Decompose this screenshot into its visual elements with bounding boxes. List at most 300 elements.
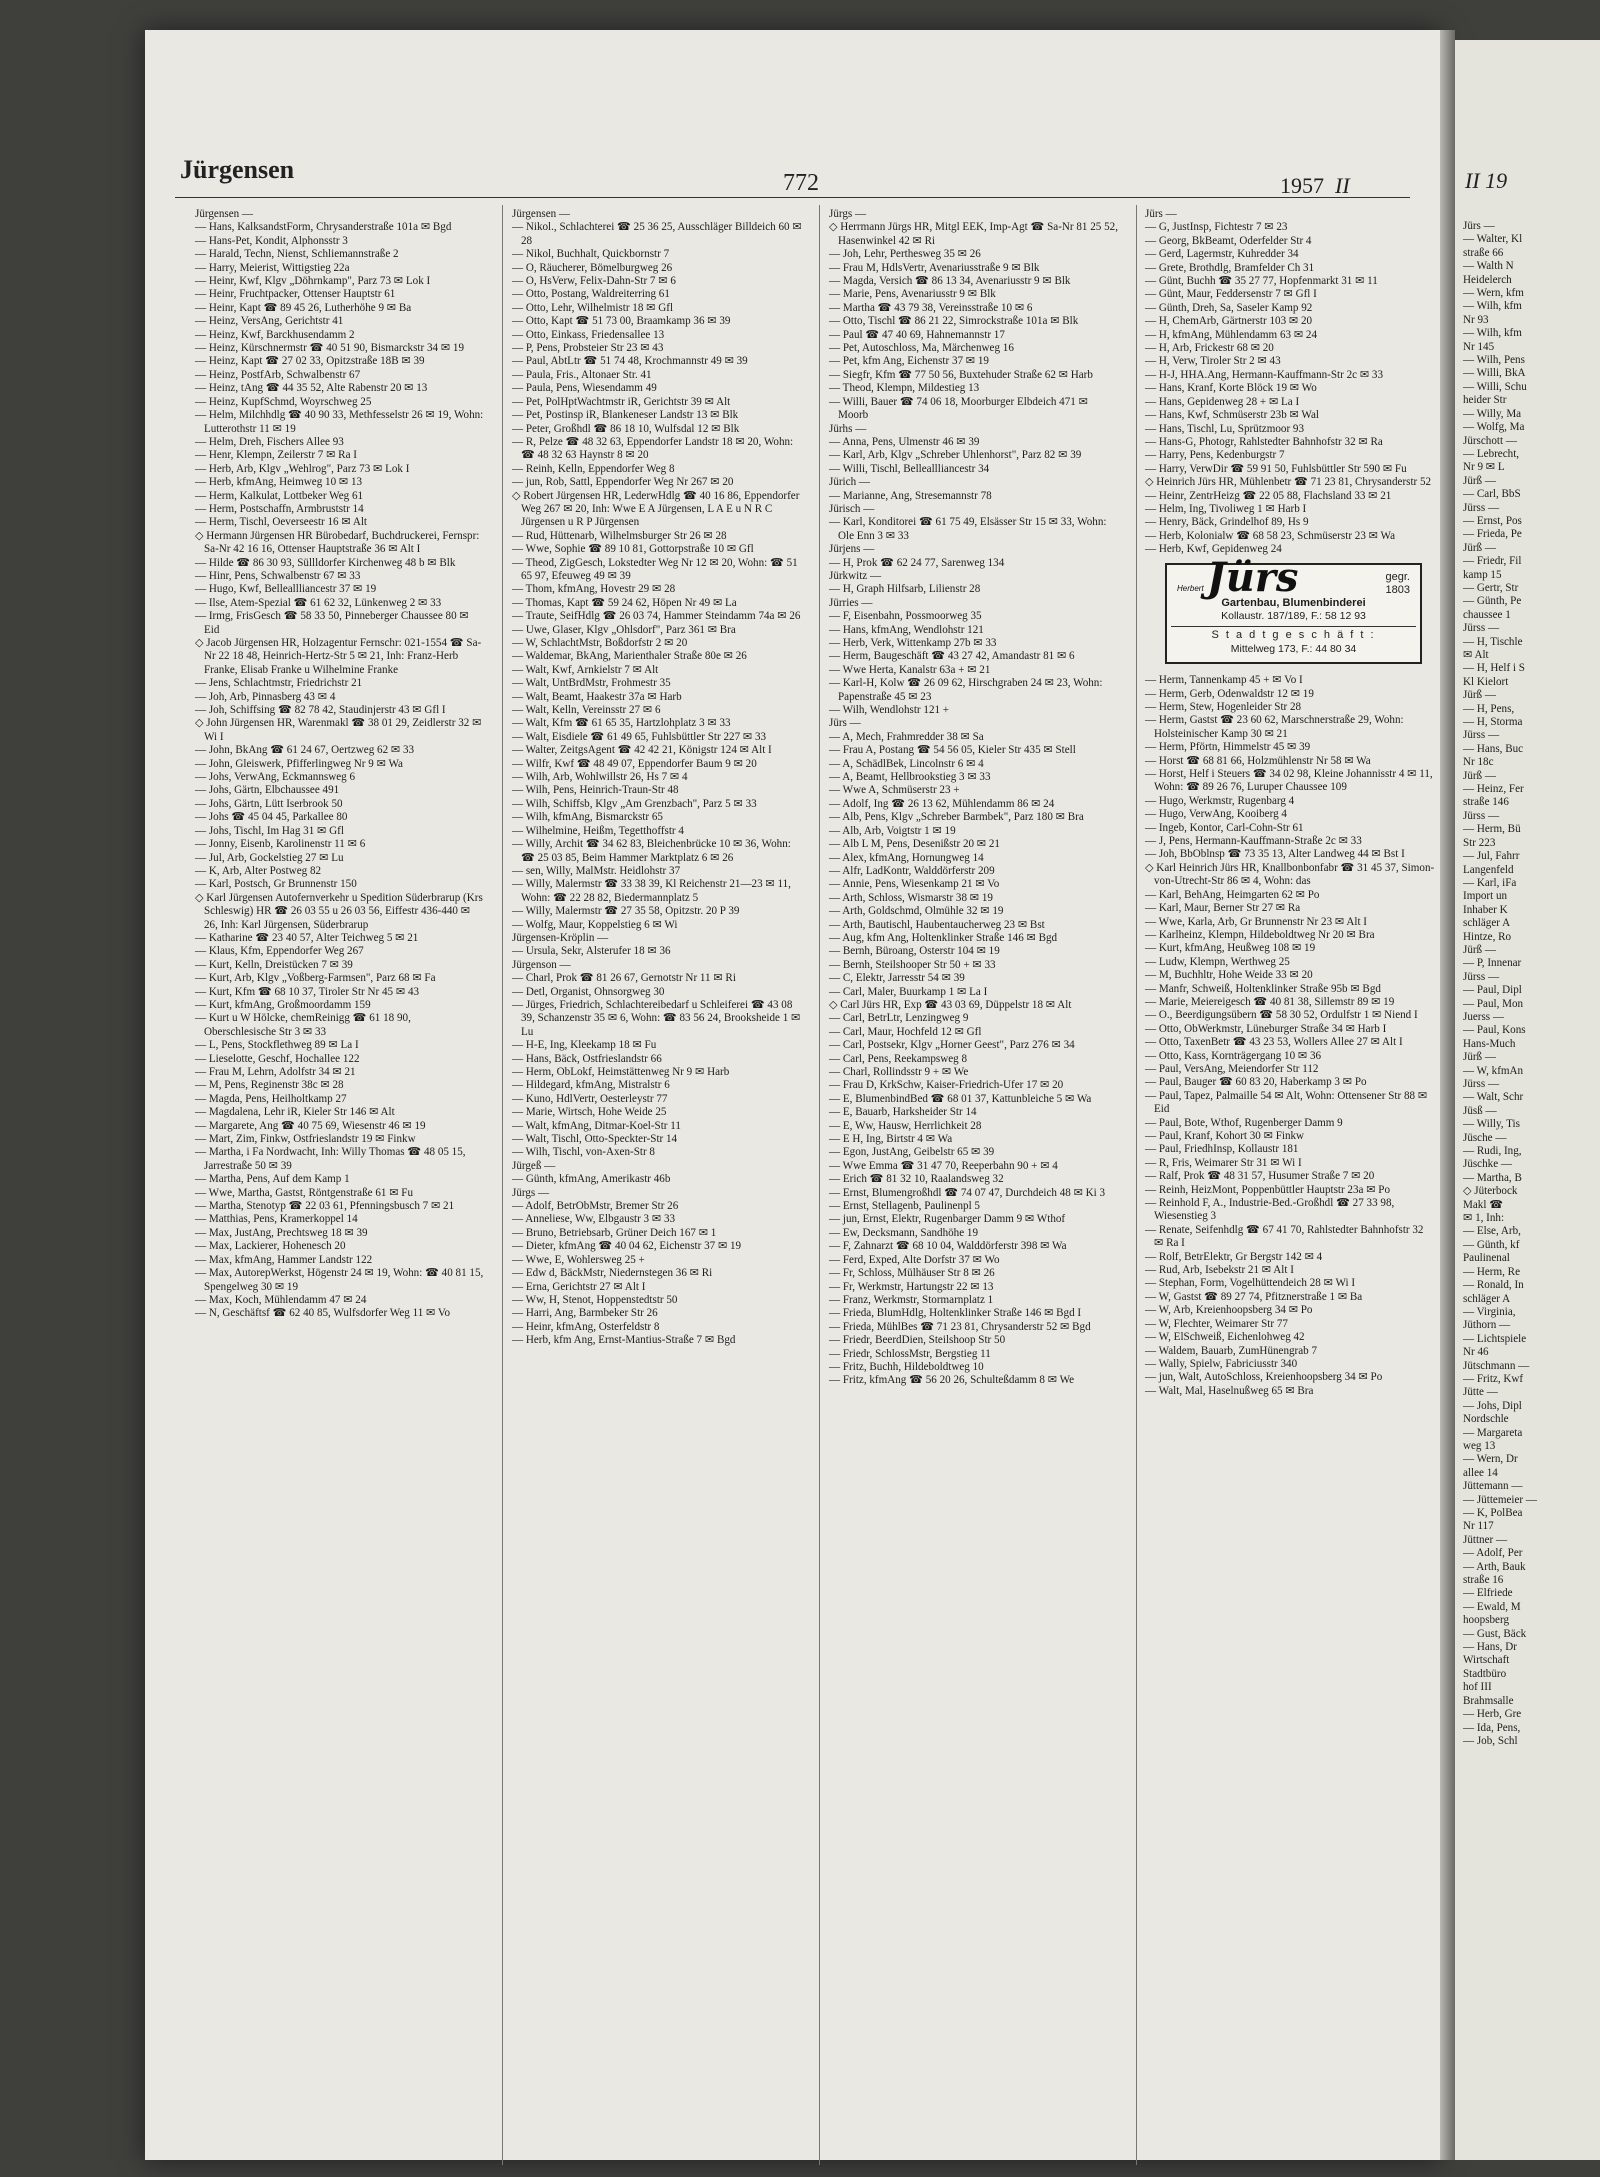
column-4 bbox=[1145, 208, 1435, 1398]
directory-entry: — Jul, Fahrr bbox=[1463, 850, 1520, 863]
directory-entry: — Else, Arb, bbox=[1463, 1225, 1521, 1238]
directory-entry: — Franz, Werkmstr, Stormarnplatz 1 bbox=[829, 1293, 994, 1306]
directory-entry: — Arth, Bautischl, Haubentaucherweg 23 ✉ Bst bbox=[829, 918, 1045, 931]
directory-entry: kamp 15 bbox=[1463, 568, 1502, 581]
directory-entry: — Paul, FriedhInsp, Kollaustr 181 bbox=[1145, 1143, 1299, 1156]
directory-entry: — Wilh, Schiffsb, Klgv „Am Grenzbach", Parz 5 ✉ 33 bbox=[512, 797, 757, 810]
directory-entry: — E, Ww, Hausw, Herrlichkeit 28 bbox=[829, 1119, 982, 1132]
directory-entry: — Aug, kfm Ang, Holtenklinker Straße 146 ✉ Bgd bbox=[829, 931, 1058, 944]
directory-entry: — Joh, Arb, Pinnasberg 43 ✉ 4 bbox=[195, 690, 336, 703]
directory-entry: — Wwe, E, Wohlersweg 25 + bbox=[512, 1253, 645, 1266]
directory-entry: — Hugo, Werkmstr, Rugenbarg 4 bbox=[1145, 794, 1295, 807]
directory-entry: — Anneliese, Ww, Elbgaustr 3 ✉ 33 bbox=[512, 1213, 676, 1226]
directory-entry: — H, Tischle bbox=[1463, 635, 1523, 648]
directory-entry: — Alex, kfmAng, Hornungweg 14 bbox=[829, 851, 984, 864]
directory-entry: — Frieda, Pe bbox=[1463, 528, 1522, 541]
directory-entry: — Jul, Arb, Gockelstieg 27 ✉ Lu bbox=[195, 851, 344, 864]
directory-entry: — W, kfmAn bbox=[1463, 1064, 1524, 1077]
directory-entry: — E, Bauarb, Harksheider Str 14 bbox=[829, 1106, 977, 1119]
directory-entry: — Karl, Maur, Berner Str 27 ✉ Ra bbox=[1145, 902, 1301, 915]
directory-entry: — Johs, Dipl bbox=[1463, 1399, 1522, 1412]
directory-entry: — Günth, kf bbox=[1463, 1238, 1520, 1251]
directory-entry: — Reinh, Kelln, Eppendorfer Weg 8 bbox=[512, 462, 675, 475]
directory-entry: — Herm, Postschaffn, Armbruststr 14 bbox=[195, 502, 364, 515]
directory-entry: — H, Graph Hilfsarb, Lilienstr 28 bbox=[829, 583, 981, 596]
directory-entry: — Wilfr, Kwf ☎ 48 49 07, Eppendorfer Baum 9 ✉ 20 bbox=[512, 757, 757, 770]
directory-entry: — Walt, Tischl, Otto-Speckter-Str 14 bbox=[512, 1133, 678, 1146]
directory-entry: — John, Gleiswerk, Pfifferlingweg Nr 9 ✉ Wa bbox=[195, 757, 403, 770]
directory-entry: — Katharine ☎ 23 40 57, Alter Teichweg 5 ✉ 21 bbox=[195, 931, 419, 944]
directory-entry: — Paul ☎ 47 40 69, Hahnemannstr 17 bbox=[829, 328, 1005, 341]
directory-entry: Stadtbüro bbox=[1463, 1667, 1507, 1680]
directory-entry: — Ewald, M bbox=[1463, 1600, 1521, 1613]
directory-entry: — Renate, Seifenhdlg ☎ 67 41 70, Rahlstedter Bahnhofstr 32 ✉ Ra I bbox=[1145, 1223, 1424, 1250]
directory-entry: — O, HsVerw, Felix-Dahn-Str 7 ✉ 6 bbox=[512, 275, 676, 288]
directory-entry: — H, Pens, bbox=[1463, 702, 1515, 715]
directory-entry: — Ralf, Prok ☎ 48 31 57, Husumer Straße 7 ✉ 20 bbox=[1145, 1170, 1375, 1183]
directory-entry: — Pet, PolHptWachtmstr iR, Gerichtstr 39 ✉ Alt bbox=[512, 395, 731, 408]
directory-entry: — Manfr, Schweiß, Holtenklinker Straße 95b ✉ Bgd bbox=[1145, 982, 1381, 995]
directory-entry: — Max, kfmAng, Hammer Landstr 122 bbox=[195, 1253, 373, 1266]
directory-entry: — Joh, BbOblnsp ☎ 73 35 13, Alter Landweg 44 ✉ Bst I bbox=[1145, 848, 1405, 861]
directory-entry: Jürgs — bbox=[512, 1186, 550, 1199]
directory-entry: — Willi, BkA bbox=[1463, 367, 1526, 380]
directory-entry: — Rud, Hüttenarb, Wilhelmsburger Str 26 ✉ 28 bbox=[512, 529, 727, 542]
directory-entry: — K, PolBea bbox=[1463, 1507, 1523, 1519]
directory-entry: — Bruno, Betriebsarb, Grüner Deich 167 ✉ 1 bbox=[512, 1226, 717, 1239]
directory-entry: — Fritz, kfmAng ☎ 56 20 26, Schulteßdamm 8 ✉ We bbox=[829, 1374, 1075, 1387]
directory-entry: — Max, Koch, Mühlendamm 47 ✉ 24 bbox=[195, 1293, 367, 1306]
directory-entry: — R, Pelze ☎ 48 32 63, Eppendorfer Landstr 18 ✉ 20, Wohn: ☎ 48 32 63 Haynstr 8 ✉ 20 bbox=[512, 435, 794, 462]
directory-entry: — Heinz, Fer bbox=[1463, 783, 1524, 796]
directory-entry: — Heinz, VersAng, Gerichtstr 41 bbox=[195, 315, 344, 328]
directory-entry: — Theod, Klempn, Mildestieg 13 bbox=[829, 382, 980, 395]
directory-entry: — Heinz, KupfSchmd, Woyrschweg 25 bbox=[195, 395, 372, 408]
directory-entry: Langenfeld bbox=[1463, 863, 1514, 876]
directory-entry: — Kurt, kfmAng, Heußweg 108 ✉ 19 bbox=[1145, 942, 1316, 955]
directory-entry: — E, BlumenbindBed ☎ 68 01 37, Kattunbleiche 5 ✉ Wa bbox=[829, 1092, 1092, 1105]
directory-entry: — Marianne, Ang, Stresemannstr 78 bbox=[829, 489, 992, 502]
directory-entry: — Irmg, FrisGesch ☎ 58 33 50, Pinneberger Chaussee 80 ✉ Eid bbox=[195, 610, 469, 636]
directory-entry: — Rud, Arb, Isebekstr 21 ✉ Alt I bbox=[1145, 1264, 1294, 1277]
directory-entry: — Walt, UntBrdMstr, Frohmestr 35 bbox=[512, 677, 671, 690]
directory-entry: — Heinr, Kwf, Klgv „Döhrnkamp", Parz 73 ✉ Lok I bbox=[195, 275, 431, 288]
directory-entry: — Wilh, Pens bbox=[1463, 354, 1525, 367]
directory-entry: — Margareta bbox=[1463, 1426, 1523, 1439]
directory-entry: — Arth, Goldschmd, Olmühle 32 ✉ 19 bbox=[829, 905, 1004, 918]
directory-entry: — Hans, KalksandstForm, Chrysanderstraße 101a ✉ Bgd bbox=[195, 221, 452, 234]
advertisement bbox=[1165, 554, 1422, 665]
column-divider bbox=[502, 205, 503, 2165]
directory-entry: Nordschle bbox=[1463, 1413, 1509, 1426]
directory-entry: — Frieda, MühlBes ☎ 71 23 81, Chrysanderstr 52 ✉ Bgd bbox=[829, 1320, 1091, 1333]
directory-entry: — H, Arb, Frickestr 68 ✉ 20 bbox=[1145, 342, 1274, 355]
directory-entry: — Carl, Maur, Hochfeld 12 ✉ Gfl bbox=[829, 1025, 982, 1038]
directory-entry: — Herb, Kwf, Gepidenweg 24 bbox=[1145, 543, 1282, 556]
directory-entry: — Pet, Autoschloss, Ma, Märchenweg 16 bbox=[829, 342, 1014, 355]
directory-entry: — Helm, Dreh, Fischers Allee 93 bbox=[195, 435, 344, 448]
directory-entry: — Max, Lackierer, Hohenesch 20 bbox=[195, 1240, 346, 1253]
directory-entry: — Helm, Milchhdlg ☎ 40 90 33, Methfesselstr 26 ✉ 19, Wohn: Lutterothstr 11 ✉ 19 bbox=[195, 409, 484, 435]
directory-entry: — Klaus, Kfm, Eppendorfer Weg 267 bbox=[195, 945, 364, 958]
directory-entry: — Carl, BetrLtr, Lenzingweg 9 bbox=[829, 1012, 969, 1025]
directory-entry: — Joh, Schiffsing ☎ 82 78 42, Staudinjerstr 43 ✉ Gfl I bbox=[195, 704, 446, 717]
ad-line-3: S t a d t g e s c h ä f t : bbox=[1171, 626, 1416, 642]
directory-entry: — Reinh, HeizMont, Poppenbüttler Hauptstr 23a ✉ Po bbox=[1145, 1183, 1391, 1196]
directory-entry: Jürß — bbox=[1463, 1051, 1496, 1064]
page-number: 772 bbox=[783, 170, 819, 196]
directory-entry: — Hans, Tischl, Lu, Sprützmoor 93 bbox=[1145, 422, 1305, 435]
directory-entry: — Herm, Tannenkamp 45 + ✉ Vo I bbox=[1145, 674, 1303, 687]
directory-entry: — Günth, Dreh, Sa, Saseler Kamp 92 bbox=[1145, 301, 1313, 314]
directory-entry: — Egon, JustAng, Geibelstr 65 ✉ 39 bbox=[829, 1146, 995, 1159]
directory-entry: — Walt, Schr bbox=[1463, 1091, 1524, 1104]
directory-entry: — Martha, Stenotyp ☎ 22 03 61, Pfenningsbusch 7 ✉ 21 bbox=[195, 1200, 455, 1213]
directory-entry: — Helm, Ing, Tivoliweg 1 ✉ Harb I bbox=[1145, 502, 1307, 515]
directory-entry: — W, Flechter, Weimarer Str 77 bbox=[1145, 1317, 1288, 1330]
directory-entry: — H-J, HHA.Ang, Hermann-Kauffmann-Str 2c ✉ 33 bbox=[1145, 368, 1384, 381]
directory-entry: Jüttemann — bbox=[1463, 1480, 1523, 1493]
directory-entry: — Adolf, Per bbox=[1463, 1547, 1523, 1560]
directory-entry: — Wolfg, Maur, Koppelstieg 6 ✉ Wi bbox=[512, 918, 678, 931]
directory-entry: — Kurt, Kfm ☎ 68 10 37, Tiroler Str Nr 45 ✉ 43 bbox=[195, 985, 420, 998]
directory-entry: — Kurt, Arb, Klgv „Voßberg-Farmsen", Parz 68 ✉ Fa bbox=[195, 972, 436, 985]
directory-entry: — H, Helf i S bbox=[1463, 662, 1525, 675]
directory-entry: — Willi, Schu bbox=[1463, 380, 1527, 393]
directory-entry: — jun, Ernst, Elektr, Rugenbarger Damm 9 ✉ Wthof bbox=[829, 1213, 1066, 1226]
directory-entry: — Frau A, Postang ☎ 54 56 05, Kieler Str 435 ✉ Stell bbox=[829, 744, 1076, 757]
directory-entry: — Paul, Bote, Wthof, Rugenberger Damm 9 bbox=[1145, 1116, 1343, 1129]
directory-entry: Nr 145 bbox=[1463, 340, 1495, 353]
directory-entry: Jürß — bbox=[1463, 943, 1496, 956]
directory-entry: — Paul, Kranf, Kohort 30 ✉ Finkw bbox=[1145, 1130, 1305, 1142]
directory-entry: ◇ Carl Jürs HR, Exp ☎ 43 03 69, Düppelstr 18 ✉ Alt bbox=[829, 998, 1072, 1011]
directory-entry: — Friedr, Fil bbox=[1463, 555, 1522, 568]
directory-entry: — O, Räucherer, Bömelburgweg 26 bbox=[512, 261, 673, 274]
directory-entry: — Walt, Eisdiele ☎ 61 49 65, Fuhlsbüttler Str 227 ✉ 33 bbox=[512, 730, 767, 743]
directory-entry: — P, Innenar bbox=[1463, 957, 1522, 970]
column-divider bbox=[819, 205, 820, 2165]
directory-entry: — P, Pens, Probsteier Str 23 ✉ 43 bbox=[512, 342, 664, 355]
directory-entry: — Fritz, Buchh, Hildeboldtweg 10 bbox=[829, 1360, 984, 1373]
directory-entry: — Walth N bbox=[1463, 260, 1514, 273]
directory-entry: — Bernh, Steilshooper Str 50 + ✉ 33 bbox=[829, 958, 996, 971]
directory-entry: — M, Buchhltr, Hohe Weide 33 ✉ 20 bbox=[1145, 969, 1313, 982]
directory-entry: — Nikol., Schlachterei ☎ 25 36 25, Ausschläger Billdeich 60 ✉ 28 bbox=[512, 221, 802, 247]
directory-entry: schläger A bbox=[1463, 917, 1511, 930]
directory-entry: — Ernst, Stellagenb, Paulinenpl 5 bbox=[829, 1200, 980, 1213]
directory-entry: — Kurt u W Hölcke, chemReinigg ☎ 61 18 90, Oberschlesische Str 3 ✉ 33 bbox=[195, 1012, 411, 1038]
directory-entry: — H, Storma bbox=[1463, 716, 1523, 729]
directory-entry: — Otto, Lehr, Wilhelmistr 18 ✉ Gfl bbox=[512, 301, 674, 314]
directory-entry: Jürß — bbox=[1463, 541, 1496, 554]
directory-entry: — Heinz, Kürschnermstr ☎ 40 51 90, Bismarckstr 34 ✉ 19 bbox=[195, 342, 464, 355]
directory-entry: Jürß — bbox=[1463, 689, 1496, 702]
directory-entry: — Jonny, Eisenb, Karolinenstr 11 ✉ 6 bbox=[195, 838, 366, 851]
directory-entry: — Hans-Pet, Kondit, Alphonsstr 3 bbox=[195, 234, 348, 247]
directory-entry: — Fr, Schloss, Mülhäuser Str 8 ✉ 26 bbox=[829, 1267, 995, 1280]
directory-entry: — Matthias, Pens, Kramerkoppel 14 bbox=[195, 1213, 358, 1226]
directory-entry: Nr 18c bbox=[1463, 756, 1494, 769]
directory-entry: Import un bbox=[1463, 890, 1508, 903]
directory-entry: — Margarete, Ang ☎ 40 75 69, Wiesenstr 46 ✉ 19 bbox=[195, 1119, 426, 1132]
directory-entry: — Herm, Stew, Hogenleider Str 28 bbox=[1145, 701, 1302, 713]
directory-entry: — Hans-G, Photogr, Rahlstedter Bahnhofstr 32 ✉ Ra bbox=[1145, 435, 1383, 448]
directory-entry: — Martha, i Fa Nordwacht, Inh: Willy Thomas ☎ 48 05 15, Jarrestraße 50 ✉ 39 bbox=[195, 1146, 466, 1172]
directory-entry: — Martha, B bbox=[1463, 1171, 1522, 1184]
directory-entry: allee 14 bbox=[1463, 1466, 1498, 1479]
directory-entry: — Harri, Ang, Barmbeker Str 26 bbox=[512, 1307, 658, 1320]
directory-page bbox=[145, 30, 1440, 2160]
directory-entry: — Heinr, Kapt ☎ 89 45 26, Lutherhöhe 9 ✉ Ba bbox=[195, 301, 412, 314]
column-4-top bbox=[1145, 208, 1435, 557]
directory-entry: — Herb, kfmAng, Heimweg 10 ✉ 13 bbox=[195, 476, 363, 489]
directory-entry: Jüthorn — bbox=[1463, 1319, 1511, 1332]
directory-entry: — Heinz, tAng ☎ 44 35 52, Alte Rabenstr 20 ✉ 13 bbox=[195, 382, 428, 395]
directory-entry: — Adolf, Ing ☎ 26 13 62, Mühlendamm 86 ✉ 24 bbox=[829, 797, 1055, 810]
directory-entry: Heidelerch bbox=[1463, 273, 1512, 286]
directory-entry: — Paul, Bauger ☎ 60 83 20, Haberkamp 3 ✉ Po bbox=[1145, 1076, 1367, 1089]
directory-entry: — Hans, Bäck, Ostfrieslandstr 66 bbox=[512, 1052, 662, 1065]
directory-entry: — Horst, Helf i Steuers ☎ 34 02 98, Kleine Johannisstr 4 ✉ 11, Wohn: ☎ 89 26 76, Luruper Chaussee 109 bbox=[1145, 768, 1433, 794]
directory-entry: ◇ Hermann Jürgensen HR Bürobedarf, Buchdruckerei, Fernspr: Sa-Nr 42 16 16, Ottenser Hauptstraße 36 ✉ Alt I bbox=[195, 529, 480, 556]
directory-entry: — Max, AutorepWerkst, Högenstr 24 ✉ 19, Wohn: ☎ 40 81 15, Spengelweg 30 ✉ 19 bbox=[195, 1267, 484, 1293]
directory-entry: — Paul, AbtLtr ☎ 51 74 48, Krochmannstr 49 ✉ 39 bbox=[512, 355, 748, 368]
directory-entry: — Johs, Gärtn, Lütt Iserbrook 50 bbox=[195, 797, 343, 810]
directory-entry: — Willy, Malermstr ☎ 33 38 39, Kl Reichenstr 21—23 ✉ 11, Wohn: ☎ 22 28 82, Biedermannplatz 5 bbox=[512, 878, 791, 904]
directory-entry: Nr 117 bbox=[1463, 1520, 1494, 1533]
directory-entry: — Günth, kfmAng, Amerikastr 46b bbox=[512, 1173, 671, 1186]
directory-entry: Jürss — bbox=[1463, 970, 1500, 983]
column-2 bbox=[512, 208, 802, 1348]
directory-entry: Jürgenson — bbox=[512, 958, 571, 971]
directory-entry: — Carl, Maler, Buurkamp 1 ✉ La I bbox=[829, 985, 988, 998]
directory-entry: — Karl-H, Kolw ☎ 26 09 62, Hirschgraben 24 ✉ 23, Wohn: Papenstraße 45 ✉ 23 bbox=[829, 677, 1103, 703]
directory-entry: — Kurt, Kelln, Dreistücken 7 ✉ 39 bbox=[195, 958, 353, 971]
directory-entry: — Hugo, Kwf, Belleallliancestr 37 ✉ 19 bbox=[195, 583, 377, 596]
directory-entry: — Ursula, Sekr, Alsterufer 18 ✉ 36 bbox=[512, 945, 671, 958]
directory-entry: ◇ Karl Heinrich Jürs HR, Knallbonbonfabr ☎ 31 45 37, Simon-von-Utrecht-Str 86 ✉ 4, Wohn: das bbox=[1145, 861, 1435, 888]
directory-entry: — Frau M, Lehrn, Adolfstr 34 ✉ 21 bbox=[195, 1066, 356, 1078]
directory-entry: — Ronald, In bbox=[1463, 1279, 1524, 1292]
directory-entry: — Magdalena, Lehr iR, Kieler Str 146 ✉ Alt bbox=[195, 1106, 395, 1119]
directory-entry: — Otto, Tischl ☎ 86 21 22, Simrockstraße 101a ✉ Blk bbox=[829, 315, 1079, 328]
directory-entry: — Walt, Kfm ☎ 61 65 35, Hartzlohplatz 3 ✉ 33 bbox=[512, 717, 731, 730]
directory-entry: — Jürges, Friedrich, Schlachtereibedarf u Schleiferei ☎ 43 08 39, Schanzenstr 35 ✉ 6, Wohn: ☎ 83 56 24, Brooksheide 1 ✉ Lu bbox=[512, 998, 801, 1038]
directory-entry: — Alb, Pens, Klgv „Schreber Barmbek", Parz 180 ✉ Bra bbox=[829, 811, 1084, 824]
directory-entry: — A, Beamt, Hellbrookstieg 3 ✉ 33 bbox=[829, 771, 991, 784]
column-4-bottom bbox=[1145, 674, 1435, 1398]
directory-entry: Jürß — bbox=[1463, 474, 1496, 487]
directory-entry: — Karlheinz, Klempn, Hildeboldtweg Nr 20 ✉ Bra bbox=[1145, 928, 1375, 941]
directory-entry: Jürss — bbox=[1463, 729, 1500, 742]
directory-entry: weg 13 bbox=[1463, 1439, 1496, 1452]
header-section: II bbox=[1335, 173, 1350, 198]
directory-entry: — H, Verw, Tiroler Str 2 ✉ 43 bbox=[1145, 355, 1281, 368]
directory-entry: — Johs, Tischl, Im Hag 31 ✉ Gfl bbox=[195, 824, 344, 837]
directory-entry: — Herm, Tischl, Oeverseestr 16 ✉ Alt bbox=[195, 516, 367, 529]
directory-entry: — Traute, SeifHdlg ☎ 26 03 74, Hammer Steindamm 74a ✉ 26 bbox=[512, 610, 801, 623]
directory-entry: — Walt, Kelln, Vereinsstr 27 ✉ 6 bbox=[512, 704, 661, 717]
ad-logo-row bbox=[1171, 554, 1416, 602]
directory-entry: — Wilh, kfm bbox=[1463, 300, 1522, 313]
directory-entry: — Johs ☎ 45 04 45, Parkallee 80 bbox=[195, 811, 348, 824]
directory-entry: — Harry, Meierist, Wittigstieg 22a bbox=[195, 261, 350, 274]
directory-entry: Jürich — bbox=[829, 476, 870, 489]
page-header bbox=[145, 125, 1440, 198]
directory-entry: — W, ElSchweiß, Eichenlohweg 42 bbox=[1145, 1331, 1305, 1344]
directory-entry: Jürss — bbox=[1463, 1078, 1500, 1090]
directory-entry: — Charl, Prok ☎ 81 26 67, Gernotstr Nr 11 ✉ Ri bbox=[512, 972, 736, 985]
directory-entry: Jürgensen — bbox=[195, 208, 254, 220]
directory-entry: Jütte — bbox=[1463, 1386, 1498, 1399]
ad-logo-small: Herbert bbox=[1177, 584, 1204, 594]
directory-entry: — Elfriede bbox=[1463, 1587, 1513, 1600]
directory-entry: — Lebrecht, bbox=[1463, 447, 1520, 460]
directory-entry: — Paul, Mon bbox=[1463, 997, 1524, 1010]
directory-entry: — Hans, Kranf, Korte Blöck 19 ✉ Wo bbox=[1145, 382, 1317, 395]
directory-entry: — Harry, Pens, Kedenburgstr 7 bbox=[1145, 449, 1285, 462]
directory-entry: — Friedr, BeerdDien, Steilshoop Str 50 bbox=[829, 1334, 1006, 1347]
directory-entry: — Karl, iFa bbox=[1463, 876, 1517, 889]
directory-entry: ◇ Karl Jürgensen Autofernverkehr u Spedition Süderbrarup (Krs Schleswig) HR ☎ 26 03 55 u 26 03 56, Eiffestr 436-440 ✉ 26, Inh: Karl Jürgensen, Süderbrarup bbox=[195, 891, 483, 931]
directory-entry: — Wwe Herta, Kanalstr 63a + ✉ 21 bbox=[829, 663, 991, 676]
header-year: 1957 bbox=[1280, 173, 1324, 198]
directory-entry: — Willi, Tischl, Belleallliancestr 34 bbox=[829, 462, 990, 475]
directory-entry: — J, Pens, Hermann-Kauffmann-Straße 2c ✉ 33 bbox=[1145, 835, 1362, 848]
directory-entry: — H-E, Ing, Kleekamp 18 ✉ Fu bbox=[512, 1039, 657, 1052]
directory-entry: — Walt, Kwf, Arnkielstr 7 ✉ Alt bbox=[512, 663, 659, 676]
directory-entry: Jürries — bbox=[829, 596, 873, 609]
directory-entry: — Gerd, Lagermstr, Kuhredder 34 bbox=[1145, 248, 1299, 261]
directory-entry: Nr 9 ✉ L bbox=[1463, 461, 1505, 474]
directory-entry: — Mart, Zim, Finkw, Ostfrieslandstr 19 ✉ Finkw bbox=[195, 1133, 416, 1146]
directory-entry: Jüsche — bbox=[1463, 1131, 1507, 1144]
directory-entry: — Fr, Werkmstr, Hartungstr 22 ✉ 13 bbox=[829, 1280, 994, 1293]
directory-entry: — Uwe, Glaser, Klgv „Ohlsdorf", Parz 361 ✉ Bra bbox=[512, 623, 736, 636]
directory-entry: ✉ Alt bbox=[1463, 649, 1489, 661]
directory-entry: — Wwe Emma ☎ 31 47 70, Reeperbahn 90 + ✉ 4 bbox=[829, 1159, 1058, 1172]
directory-entry: — Walt, Beamt, Haakestr 37a ✉ Harb bbox=[512, 690, 682, 703]
directory-entry: — Paul, Kons bbox=[1463, 1024, 1526, 1037]
directory-entry: — Wilh, Wendlohstr 121 + bbox=[829, 704, 950, 717]
directory-entry: — John, BkAng ☎ 61 24 67, Oertzweg 62 ✉ 33 bbox=[195, 744, 415, 757]
directory-entry: Juerss — bbox=[1463, 1010, 1504, 1023]
directory-entry: — jun, Rob, Sattl, Eppendorfer Weg Nr 267 ✉ 20 bbox=[512, 476, 734, 489]
directory-entry: — Ew, Decksmann, Sandhöhe 19 bbox=[829, 1226, 979, 1239]
directory-entry: — Arth, Schloss, Wismarstr 38 ✉ 19 bbox=[829, 891, 993, 904]
directory-entry: — H, kfmAng, Mühlendamm 63 ✉ 24 bbox=[1145, 328, 1317, 341]
directory-entry: Jürkwitz — bbox=[829, 569, 882, 582]
directory-entry: — Wilh, kfmAng, Bismarckstr 65 bbox=[512, 811, 663, 824]
directory-entry: — Willy, Ma bbox=[1463, 407, 1522, 420]
directory-entry: — F, Zahnarzt ☎ 68 10 04, Walddörferstr 398 ✉ Wa bbox=[829, 1240, 1067, 1253]
directory-entry: straße 146 bbox=[1463, 796, 1509, 809]
directory-entry: Wirtschaft bbox=[1463, 1654, 1510, 1667]
directory-entry: — Martha, Pens, Auf dem Kamp 1 bbox=[195, 1173, 350, 1186]
directory-entry: — Erna, Gerichtstr 27 ✉ Alt I bbox=[512, 1280, 646, 1293]
directory-entry: ◇ Robert Jürgensen HR, LederwHdlg ☎ 40 16 86, Eppendorfer Weg 267 ✉ 20, Inh: Wwe E A Jürgensen, L A E u N R C Jürgensen u R P Jürgensen bbox=[512, 489, 800, 529]
directory-entry: — Wilh, Tischl, von-Axen-Str 8 bbox=[512, 1146, 655, 1159]
directory-entry: — Hans, Dr bbox=[1463, 1641, 1517, 1654]
ad-line-2: Kollaustr. 187/189, F.: 58 12 93 bbox=[1221, 609, 1366, 622]
directory-entry: — Wern, Dr bbox=[1463, 1453, 1518, 1466]
directory-entry: — Alfr, LadKontr, Walddörferstr 209 bbox=[829, 864, 995, 877]
directory-entry: — Marie, Meiereigesch ☎ 40 81 38, Sillemstr 89 ✉ 19 bbox=[1145, 995, 1395, 1008]
directory-entry: — Joh, Lehr, Perthesweg 35 ✉ 26 bbox=[829, 248, 981, 261]
directory-entry: — Paul, Dipl bbox=[1463, 984, 1522, 997]
directory-entry: — Carl, BbS bbox=[1463, 488, 1521, 501]
directory-entry: — Heinz, Kapt ☎ 27 02 33, Opitzstraße 18B ✉ 39 bbox=[195, 355, 425, 368]
directory-entry: — Wern, kfm bbox=[1463, 287, 1524, 300]
directory-entry: ◇ Herrmann Jürgs HR, Mitgl EEK, Imp-Agt ☎ Sa-Nr 81 25 52, Hasenwinkel 42 ✉ Ri bbox=[829, 221, 1118, 247]
directory-entry: Jüttner — bbox=[1463, 1533, 1508, 1546]
directory-entry: Hintze, Ro bbox=[1463, 930, 1512, 943]
directory-entry: — Herm, Kalkulat, Lottbeker Weg 61 bbox=[195, 489, 364, 502]
directory-entry: — Günth, Pe bbox=[1463, 595, 1522, 608]
directory-entry: — Hugo, VerwAng, Kooiberg 4 bbox=[1145, 808, 1287, 821]
next-page-edge bbox=[1455, 40, 1600, 2160]
directory-entry: — L, Pens, Stockflethweg 89 ✉ La I bbox=[195, 1039, 359, 1052]
directory-entry: — Herb, Gre bbox=[1463, 1708, 1522, 1721]
directory-entry: — Heinz, PostfArb, Schwalbenstr 67 bbox=[195, 368, 361, 381]
directory-entry: — Henry, Bäck, Grindelhof 89, Hs 9 bbox=[1145, 516, 1309, 529]
directory-entry: Jütschmann — bbox=[1463, 1359, 1530, 1372]
directory-entry: Jürgs — bbox=[829, 208, 867, 220]
directory-entry: ✉ 1, Inh: bbox=[1463, 1212, 1505, 1225]
directory-entry: — Jens, Schlachtmstr, Friedrichstr 21 bbox=[195, 677, 363, 690]
directory-entry: — Gust, Bäck bbox=[1463, 1627, 1527, 1640]
directory-entry: Jürs — bbox=[1145, 208, 1177, 220]
book-binding bbox=[1440, 30, 1455, 2160]
directory-entry: — Herm, Gastst ☎ 23 60 62, Marschnerstraße 29, Wohn: Holsteinischer Kamp 30 ✉ 21 bbox=[1145, 714, 1404, 740]
directory-entry: — Marie, Pens, Avenariusstr 9 ✉ Blk bbox=[829, 288, 996, 301]
directory-entry: — Friedr, SchlossMstr, Bergstieg 11 bbox=[829, 1347, 991, 1360]
directory-entry: — Walt, kfmAng, Ditmar-Koel-Str 11 bbox=[512, 1119, 681, 1132]
directory-entry: straße 16 bbox=[1463, 1574, 1504, 1587]
directory-entry: — Paul, Tapez, Palmaille 54 ✉ Alt, Wohn: Ottensener Str 88 ✉ Eid bbox=[1145, 1089, 1428, 1116]
directory-entry: — Detl, Organist, Ohnsorgweg 30 bbox=[512, 985, 665, 998]
directory-entry: — Gertr, Str bbox=[1463, 581, 1519, 594]
directory-entry: — Kuno, HdlVertr, Oesterleystr 77 bbox=[512, 1092, 668, 1105]
directory-entry: — Karl, BehAng, Heimgarten 62 ✉ Po bbox=[1145, 888, 1320, 901]
directory-entry: — Fritz, Kwf bbox=[1463, 1372, 1524, 1385]
directory-entry: Paulinenal bbox=[1463, 1252, 1510, 1265]
directory-entry: — Hans, Kwf, Schmüserstr 23b ✉ Wal bbox=[1145, 409, 1319, 422]
directory-entry: — Thomas, Kapt ☎ 59 24 62, Höpen Nr 49 ✉ La bbox=[512, 596, 737, 609]
directory-entry: — Nikol, Buchhalt, Quickbornstr 7 bbox=[512, 248, 670, 261]
directory-entry: — Wwe A, Schmüserstr 23 + bbox=[829, 784, 960, 797]
directory-entry: — Edw d, BäckMstr, Niedernstegen 36 ✉ Ri bbox=[512, 1267, 713, 1280]
directory-entry: — Wilh, Pens, Heinrich-Traun-Str 48 bbox=[512, 784, 679, 797]
directory-entry: — Herb, kfm Ang, Ernst-Mantius-Straße 7 ✉ Bgd bbox=[512, 1334, 736, 1347]
directory-entry: — Carl, Postsekr, Klgv „Horner Geest", Parz 276 ✉ 34 bbox=[829, 1039, 1075, 1052]
directory-entry: — Otto, TaxenBetr ☎ 43 23 53, Wollers Allee 27 ✉ Alt I bbox=[1145, 1036, 1403, 1049]
directory-entry: ◇ Heinrich Jürs HR, Mühlenbetr ☎ 71 23 81, Chrysanderstr 52 bbox=[1145, 476, 1432, 489]
directory-entry: — Frau M, HdlsVertr, Avenariusstraße 9 ✉ Blk bbox=[829, 261, 1040, 274]
directory-entry: — A, SchädlBek, Lincolnstr 6 ✉ 4 bbox=[829, 757, 984, 770]
directory-entry: — Annie, Pens, Wiesenkamp 21 ✉ Vo bbox=[829, 878, 1000, 891]
directory-entry: Jürgeß — bbox=[512, 1159, 556, 1172]
column-1 bbox=[195, 208, 485, 1321]
directory-entry: Jürs — bbox=[829, 717, 861, 730]
directory-entry: Jürgensen-Kröplin — bbox=[512, 931, 609, 944]
directory-entry: — Herm, Pförtn, Himmelstr 45 ✉ 39 bbox=[1145, 741, 1311, 754]
directory-entry: Nr 46 bbox=[1463, 1346, 1489, 1359]
directory-entry: — jun, Walt, AutoSchloss, Kreienhoopsberg 34 ✉ Po bbox=[1145, 1371, 1383, 1384]
directory-entry: — Otto, ObWerkmstr, Lüneburger Straße 34 ✉ Harb I bbox=[1145, 1022, 1387, 1035]
directory-entry: — G, JustInsp, Fichtestr 7 ✉ 23 bbox=[1145, 221, 1288, 234]
